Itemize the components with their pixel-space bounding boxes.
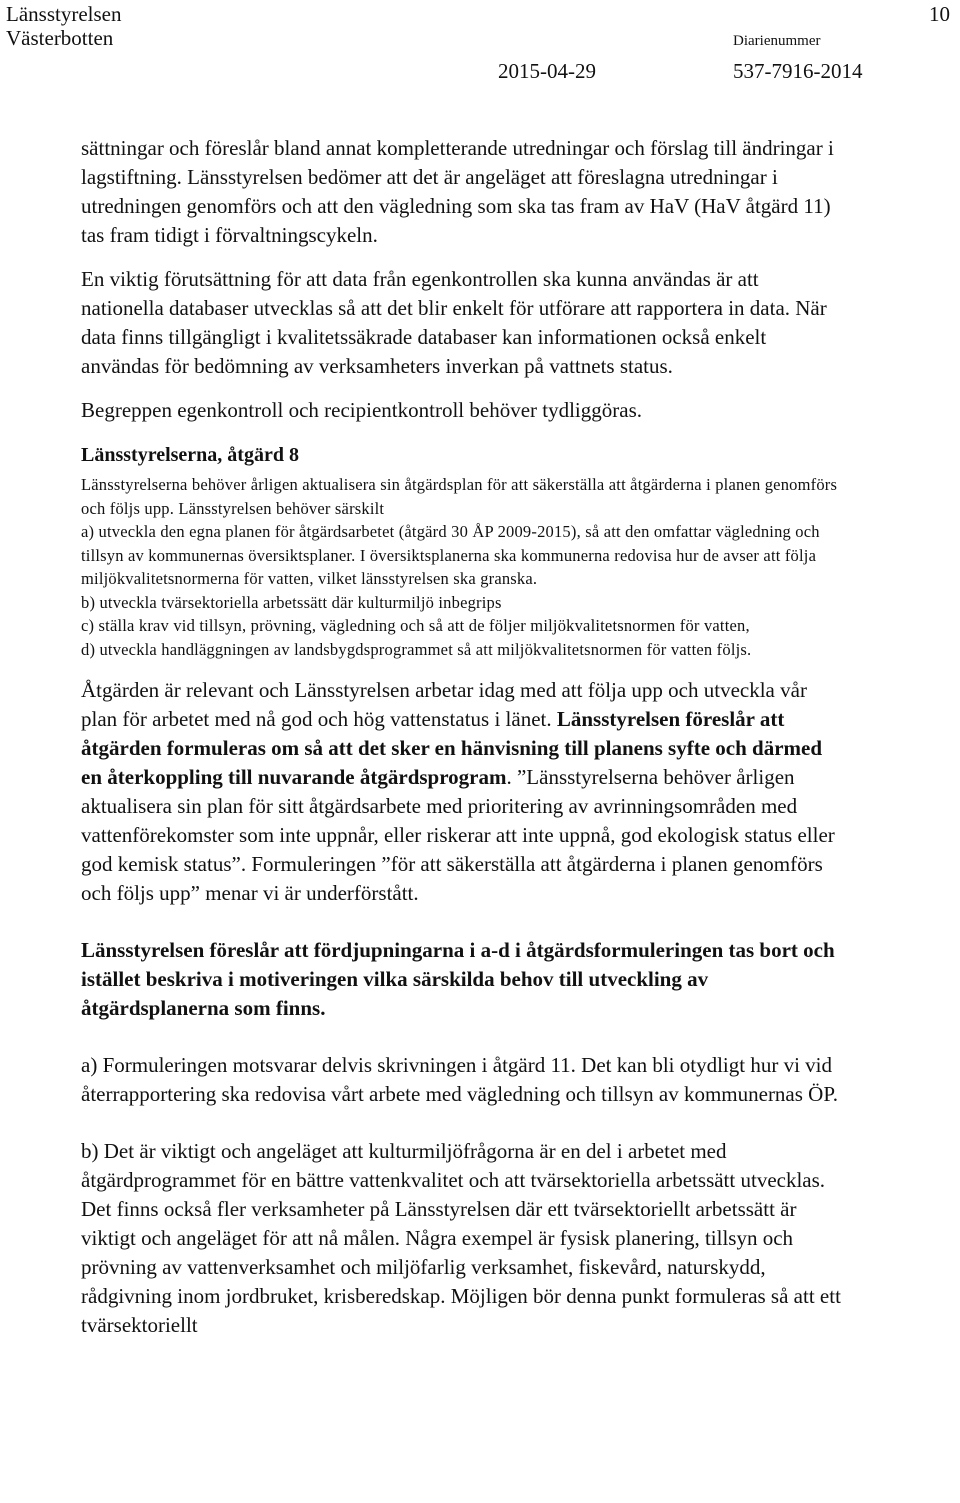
- paragraph-5-proposal: Länsstyrelsen föreslår att fördjupningarna i a-d i åtgärdsformuleringen tas bort och istället beskriva i motiveringen vilka särskilda behov till utveckling av åtgärdsplanerna som finns.: [81, 938, 835, 1020]
- paragraph-4-part-2: . ”Länsstyrelserna behöver årligen aktualisera sin plan för sitt åtgärdsarbete med prioritering av avrinningsområden med vattenförekomster som inte uppnår, eller riskerar att inte uppnå, god ekologisk status eller god kemisk status”. Formuleringen ”för att säkerställa att åtgärderna i planen genomförs och följs upp” menar vi är underförstått.: [81, 765, 835, 905]
- quote-intro: Länsstyrelserna behöver årligen aktualisera sin åtgärdsplan för att säkerställa att åtgärderna i planen genomförs och följs upp. Länsstyrelsen behöver särskilt: [81, 475, 838, 518]
- org-name: Länsstyrelsen: [6, 2, 122, 26]
- org-region: Västerbotten: [6, 26, 114, 50]
- quote-item-b: b) utveckla tvärsektoriella arbetssätt där kulturmiljö inbegrips: [81, 592, 502, 612]
- quote-item-d: d) utveckla handläggningen av landsbygdsprogrammet så att miljökvalitetsnormen för vatten följs.: [81, 639, 752, 659]
- paragraph-6: a) Formuleringen motsvarar delvis skrivningen i åtgärd 11. Det kan bli otydligt hur vi vid återrapportering ska redovisa vårt arbete med vägledning och tillsyn av kommunernas ÖP.: [81, 1053, 838, 1106]
- diarienummer-value: 537-7916-2014: [733, 59, 863, 83]
- paragraph-4-part-1: Åtgärden är relevant och Länsstyrelsen arbetar idag med att följa upp och utveckla vår plan för arbetet med nå god och hög vattenstatus i länet.: [81, 678, 807, 731]
- paragraph-2: En viktig förutsättning för att data från egenkontrollen ska kunna användas är att nationella databaser utvecklas så att det blir enkelt för utförare att rapportera in data. När data finns tillgängligt i kvalitetssäkrade databaser kan informationen också enkelt användas för bedömning av verksamheters inverkan på vattnets status.: [81, 267, 827, 378]
- page-number: 10: [929, 2, 950, 26]
- quoted-measure: [81, 473, 843, 661]
- paragraph-1: sättningar och föreslår bland annat kompletterande utredningar och förslag till ändringar i lagstiftning. Länsstyrelsen bedömer att det är angeläget att föreslagna utredningar i utredningen genomförs och att den vägledning som ska tas fram av HaV (HaV åtgärd 11) tas fram tidigt i förvaltningscykeln.: [81, 136, 834, 247]
- section-heading: Länsstyrelserna, åtgärd 8: [81, 444, 299, 466]
- paragraph-4-proposal: Länsstyrelsen föreslår att åtgärden formuleras om så att det sker en hänvisning till planens syfte och därmed en återkoppling till nuvarande åtgärdsprogram: [81, 707, 823, 789]
- diarienummer-label: Diarienummer: [733, 33, 821, 49]
- paragraph-7: b) Det är viktigt och angeläget att kulturmiljöfrågorna är en del i arbetet med åtgärdprogrammet för en bättre vattenkvalitet och att tvärsektoriella arbetssätt utvecklas. Det finns också fler verksamheter på Länsstyrelsen där ett tvärsektoriellt arbetssätt är viktigt och angeläget för att nå målen. Några exempel är fysisk planering, tillsyn och prövning av vattenverksamhet och miljöfarlig verksamhet, fiskevård, naturskydd, rådgivning inom jordbruket, krisberedskap. Möjligen bör denna punkt formuleras så att ett tvärsektoriellt: [81, 1139, 841, 1337]
- document-body: [81, 134, 843, 1340]
- document-date: 2015-04-29: [498, 59, 596, 83]
- quote-item-a: a) utveckla den egna planen för åtgärdsarbetet (åtgärd 30 ÅP 2009-2015), så att den omfattar vägledning och tillsyn av kommunernas översiktsplaner. I översiktsplanerna ska kommunerna redovisa hur de avser att följa miljökvalitetsnormerna för vatten, vilket länsstyrelsen ska granska.: [81, 522, 820, 588]
- paragraph-3: Begreppen egenkontroll och recipientkontroll behöver tydliggöras.: [81, 398, 643, 422]
- paragraph-4: [81, 676, 843, 908]
- quote-item-c: c) ställa krav vid tillsyn, prövning, vägledning och så att de följer miljökvalitetsnormen för vatten,: [81, 616, 750, 635]
